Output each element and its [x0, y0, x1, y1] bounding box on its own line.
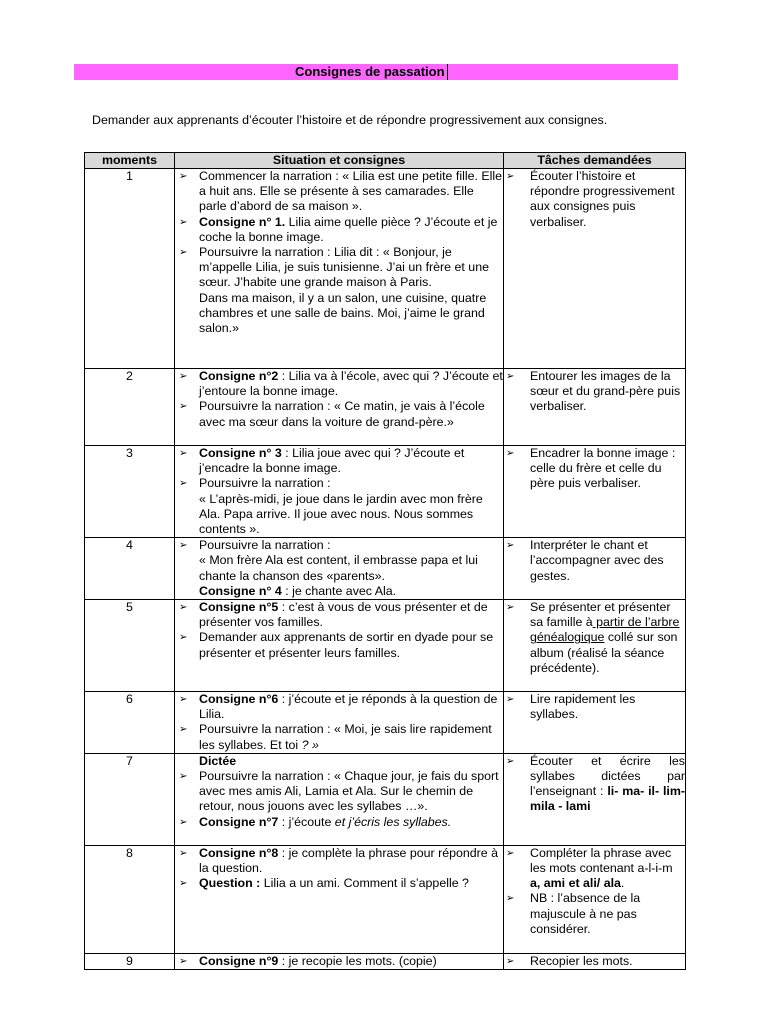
task-cell	[504, 169, 686, 369]
table-row	[85, 446, 686, 538]
table-row	[85, 692, 686, 754]
moment-cell: 3	[85, 446, 175, 538]
list-item: ➢ Recopier les mots.	[504, 954, 685, 969]
situation-cell	[175, 600, 504, 692]
task-cell	[504, 753, 686, 845]
list-item: ➢ Demander aux apprenants de sortir en dyade pour se présenter et présenter leurs familles.	[175, 630, 503, 660]
task-cell	[504, 953, 686, 969]
list-item: ➢ Entourer les images de la sœur et du grand-père puis verbaliser.	[504, 369, 685, 415]
list-item: ➢ Compléter la phrase avec les mots contenant a-l-i-m a, ami et ali/ ala.	[504, 846, 685, 892]
header-situation: Situation et consignes	[175, 153, 504, 169]
list-item: ➢ Poursuivre la narration : « Ce matin, je vais à l’école avec ma sœur dans la voiture de grand-père.»	[175, 399, 503, 429]
list-item: ➢ Poursuivre la narration :	[175, 476, 503, 491]
task-cell	[504, 538, 686, 600]
situation-cell	[175, 369, 504, 446]
list-item: ➢ Interpréter le chant et l’accompagner avec des gestes.	[504, 538, 685, 584]
task-cell	[504, 446, 686, 538]
list-item: ➢ Consigne n° 1. Lilia aime quelle pièce ? J’écoute et je coche la bonne image.	[175, 215, 503, 245]
list-item: ➢ Lire rapidement les syllabes.	[504, 692, 685, 722]
situation-cell	[175, 753, 504, 845]
table-row	[85, 169, 686, 369]
page-title: Consignes de passation	[295, 64, 448, 80]
header-moments: moments	[85, 153, 175, 169]
list-item: ➢ Écouter l’histoire et répondre progressivement aux consignes puis verbaliser.	[504, 169, 685, 230]
dictee-heading: Dictée	[199, 753, 237, 768]
situation-cell	[175, 845, 504, 953]
table-header-row	[85, 153, 686, 169]
table-row	[85, 600, 686, 692]
moment-cell: 8	[85, 845, 175, 953]
moment-cell: 6	[85, 692, 175, 754]
situation-cell	[175, 446, 504, 538]
list-item: ➢ Consigne n°6 : j’écoute et je réponds à la question de Lilia.	[175, 692, 503, 722]
list-item: ➢ Commencer la narration : « Lilia est une petite fille. Elle a huit ans. Elle se présente à ses camarades. Elle parle d’abord de sa maison ».	[175, 169, 503, 215]
header-taches: Tâches demandées	[504, 153, 686, 169]
situation-cell	[175, 169, 504, 369]
task-cell	[504, 845, 686, 953]
consigne-line: Consigne n° 4 : je chante avec Ala.	[199, 583, 397, 598]
list-item: ➢ Consigne n°7 : j’écoute et j’écris les syllabes.	[175, 815, 503, 830]
list-item: ➢ Se présenter et présenter sa famille à partir de l’arbre généalogique collé sur son album (réalisé la séance précédente).	[504, 600, 685, 676]
table-row	[85, 369, 686, 446]
moment-cell: 7	[85, 753, 175, 845]
situation-cell	[175, 953, 504, 969]
list-item: ➢ Consigne n°5 : c’est à vous de vous présenter et de présenter vos familles.	[175, 600, 503, 630]
task-cell	[504, 692, 686, 754]
instructions-table	[84, 152, 686, 970]
task-cell	[504, 600, 686, 692]
narration-text: « Mon frère Ala est content, il embrasse papa et lui chante la chanson des «parents».	[199, 553, 478, 583]
list-item: ➢ Poursuivre la narration : Lilia dit : « Bonjour, je m’appelle Lilia, je suis tunisienne. J’ai un frère et une sœur. J’habite une grande maison à Paris.	[175, 245, 503, 291]
situation-cell	[175, 538, 504, 600]
list-item: ➢ NB : l’absence de la majuscule à ne pas considérer.	[504, 891, 685, 937]
narration-text: Dans ma maison, il y a un salon, une cuisine, quatre chambres et une salle de bains. Moi, j’aime le grand salon.»	[199, 290, 487, 336]
table-row	[85, 538, 686, 600]
intro-text: Demander aux apprenants d’écouter l’histoire et de répondre progressivement aux consignes.	[92, 113, 608, 127]
list-item: ➢ Consigne n° 3 : Lilia joue avec qui ? J’écoute et j’encadre la bonne image.	[175, 446, 503, 476]
moment-cell: 5	[85, 600, 175, 692]
table-row	[85, 845, 686, 953]
list-item: ➢ Consigne n°2 : Lilia va à l’école, avec qui ? J’écoute et j’entoure la bonne image.	[175, 369, 503, 399]
list-item: ➢ Encadrer la bonne image : celle du frère et celle du père puis verbaliser.	[504, 446, 685, 492]
list-item: ➢ Consigne n°9 : je recopie les mots. (copie)	[175, 954, 503, 969]
table-row	[85, 753, 686, 845]
moment-cell: 9	[85, 953, 175, 969]
list-item: ➢ Poursuivre la narration : « Chaque jour, je fais du sport avec mes amis Ali, Lamia et Ala. Sur le chemin de retour, nous jouons avec les syllabes …».	[175, 769, 503, 815]
moment-cell: 2	[85, 369, 175, 446]
list-item: ➢ Consigne n°8 : je complète la phrase pour répondre à la question.	[175, 846, 503, 876]
situation-cell	[175, 692, 504, 754]
list-item: ➢ Poursuivre la narration : « Moi, je sais lire rapidement les syllabes. Et toi ? »	[175, 722, 503, 752]
task-cell	[504, 369, 686, 446]
moment-cell: 4	[85, 538, 175, 600]
table-row	[85, 953, 686, 969]
list-item: ➢ Poursuivre la narration :	[175, 538, 503, 553]
list-item: ➢ Question : Lilia a un ami. Comment il s’appelle ?	[175, 876, 503, 891]
narration-text: « L’après-midi, je joue dans le jardin avec mon frère Ala. Papa arrive. Il joue avec nous. Nous sommes contents ».	[199, 491, 483, 537]
moment-cell: 1	[85, 169, 175, 369]
list-item: ➢ Écouter et écrire les syllabes dictées par l’enseignant : li- ma- il- lim- mila - lami	[504, 754, 685, 815]
